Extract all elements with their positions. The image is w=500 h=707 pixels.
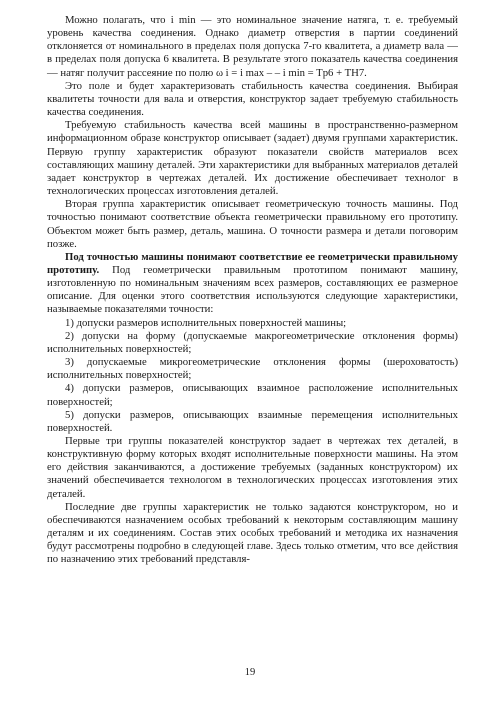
paragraph-3: Требуемую стабильность качества всей машины в пространственно-размерном информационном образе конструктор описывает (задает) двумя группами характеристик. Первую группу характеристик образуют показатели свойств материалов всех составляющих машину деталей. Эти характеристики для выбранных материалов деталей задает конструктор в чертежах деталей. Их достижение обеспечивает технолог в технологических процессах изготовления деталей. bbox=[47, 119, 458, 198]
paragraph-5-rest: Под геометрически правильным прототипом понимают машину, изготовленную по номинальным значениям всех размеров, составляющих ее размерное описание. Для оценки этого соответствия используются следующие характеристики, называемые показателями точности: bbox=[47, 263, 458, 316]
paragraph-1: Можно полагать, что i min — это номинальное значение натяга, т. е. требуемый уровень качества соединения. Однако диаметр отверстия в партии соединений отклоняется от номинального в пределах поля допуска 7-го квалитета, а диаметр вала — в пределах поля допуска 6 квалитета. В результате этого показатель качества соединения — натяг получит рассеяние по полю ω i = i max – – i min = Tp6 + TH7. bbox=[47, 14, 458, 79]
paragraph-7: Последние две группы характеристик не только задаются конструктором, но и обеспечиваются назначением особых требований к некоторым составляющим машину деталям и их соединениям. Состав этих особых требований и методика их назначения будут рассмотрены подробно в следующей главе. Здесь только отметим, что все действия по назначению этих требований представля- bbox=[47, 500, 458, 566]
paragraph-6: Первые три группы показателей конструктор задает в чертежах тех деталей, в конструктивную форму которых входят исполнительные поверхности машины. На этом его действия заканчиваются, а достижение требуемых (заданных конструктором) их значений обеспечивается технологом в технологических процессах изготовления этих деталей. bbox=[47, 435, 458, 500]
list-item-5: 5) допуски размеров, описывающих взаимные перемещения исполнительных поверхностей. bbox=[47, 408, 458, 434]
body-text bbox=[47, 14, 458, 567]
list-item-4: 4) допуски размеров, описывающих взаимное расположение исполнительных поверхностей; bbox=[47, 382, 458, 408]
list-item-3: 3) допускаемые микрогеометрические отклонения формы (шероховатость) исполнительных поверхностей; bbox=[47, 356, 458, 382]
page-number: 19 bbox=[244, 667, 256, 678]
paragraph-2: Это поле и будет характеризовать стабильность качества соединения. Выбирая квалитеты точности для вала и отверстия, конструктор задает требуемую стабильность качества соединения. bbox=[47, 79, 458, 119]
bold-lead-sentence: Под точностью машины понимают соответствие ее геометрически правильному прототипу. bbox=[47, 250, 458, 276]
paragraph-4: Вторая группа характеристик описывает геометрическую точность машины. Под точностью понимают соответствие объекта геометрически правильному его прототипу. Объектом может быть размер, деталь, машина. О точности размера и детали поговорим позже. bbox=[47, 198, 458, 250]
paragraph-5 bbox=[47, 251, 458, 317]
list-item-2: 2) допуски на форму (допускаемые макрогеометрические отклонения формы) исполнительных поверхностей; bbox=[47, 329, 458, 355]
list-item-1: 1) допуски размеров исполнительных поверхностей машины; bbox=[65, 316, 347, 329]
